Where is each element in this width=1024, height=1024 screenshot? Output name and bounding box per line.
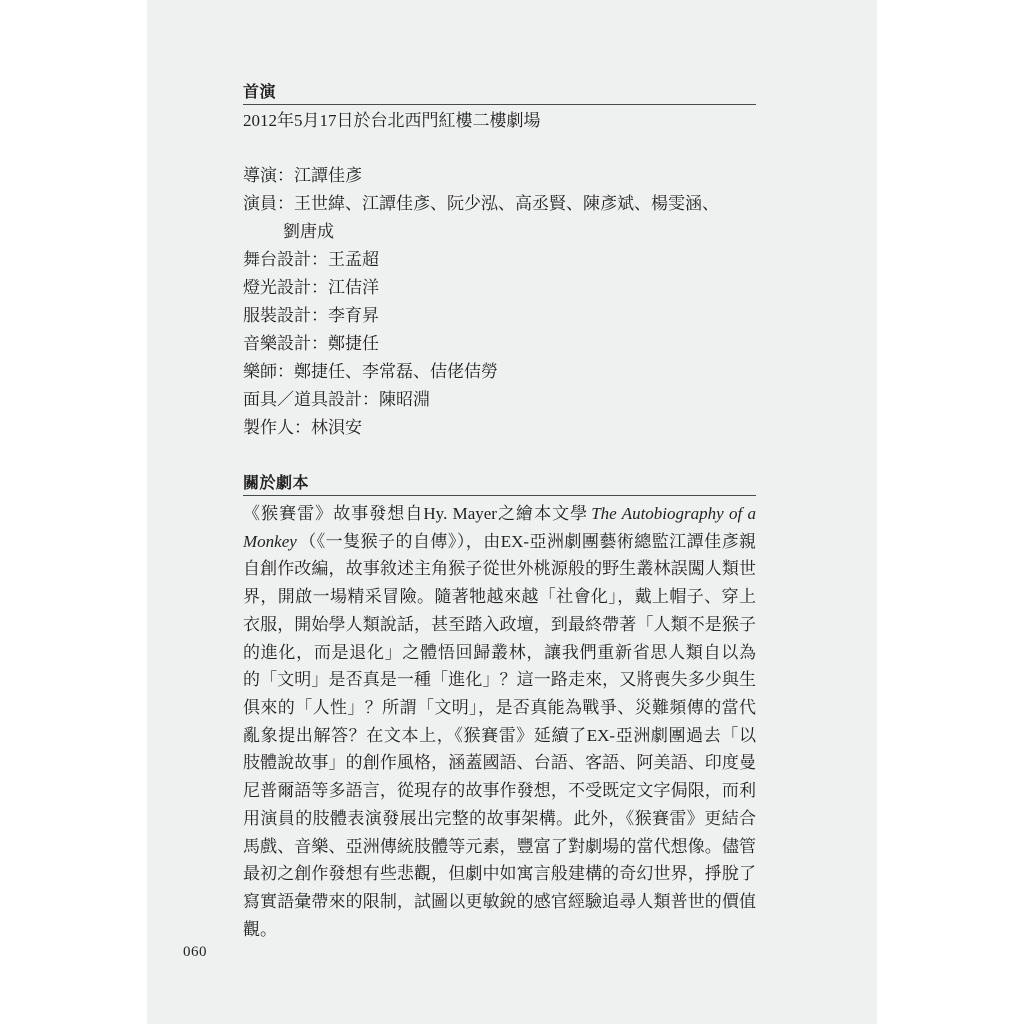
credit-line xyxy=(243,386,756,414)
credit-name: 鄭捷任 xyxy=(328,334,379,353)
credit-line xyxy=(243,414,756,442)
text-run: 尼普爾語等多語言，從現存的故事作發想，不受既定文字侷限，而利 xyxy=(243,781,756,801)
credit-entry xyxy=(243,302,756,330)
paragraph-line xyxy=(243,528,756,556)
credit-name: 王世緯、江譚佳彥、阮少泓、高丞賢、陳彥斌、楊雯涵、 xyxy=(294,194,719,213)
credit-role: 製作人： xyxy=(243,418,311,437)
paragraph-line xyxy=(243,500,756,528)
text-run: 馬戲、音樂、亞洲傳統肢體等元素，豐富了對劇場的當代想像。儘管 xyxy=(243,836,756,856)
premiere-heading: 首演 xyxy=(243,82,277,101)
paragraph-line xyxy=(243,583,756,611)
paragraph-line xyxy=(243,749,756,777)
paragraph-line xyxy=(243,805,756,833)
credit-continuation-line xyxy=(243,218,756,246)
credit-entry xyxy=(243,414,756,442)
credit-role: 舞台設計： xyxy=(243,250,328,269)
credit-line xyxy=(243,274,756,302)
credit-role: 導演： xyxy=(243,166,294,185)
page-number: 060 xyxy=(183,944,207,960)
credit-name: 江佶洋 xyxy=(328,278,379,297)
book-title-text: Monkey xyxy=(243,531,297,551)
credit-entry xyxy=(243,190,756,246)
credit-name: 陳昭淵 xyxy=(379,390,430,409)
credit-entry xyxy=(243,386,756,414)
text-run: 用演員的肢體表演發展出完整的故事架構。此外，《猴賽雷》更結合 xyxy=(243,808,756,828)
premiere-date-venue: 2012年5月17日於台北西門紅樓二樓劇場 xyxy=(243,111,541,130)
premiere-heading-rule xyxy=(243,104,756,105)
paragraph-line xyxy=(243,916,756,944)
credits-list xyxy=(243,162,756,442)
credit-line xyxy=(243,190,756,218)
credit-name: 林浿安 xyxy=(311,418,362,437)
text-run: 的進化，而是退化」之體悟回歸叢林，讓我們重新省思人類自以為 xyxy=(243,642,756,662)
text-run: 觀。 xyxy=(243,919,277,939)
credit-line xyxy=(243,246,756,274)
credit-role: 燈光設計： xyxy=(243,278,328,297)
credit-name: 江譚佳彥 xyxy=(294,166,362,185)
credit-role: 樂師： xyxy=(243,362,294,381)
credit-entry xyxy=(243,162,756,190)
paragraph-line xyxy=(243,833,756,861)
credit-role: 面具／道具設計： xyxy=(243,390,379,409)
credit-entry xyxy=(243,274,756,302)
paragraph-line xyxy=(243,777,756,805)
text-run: 肢體說故事」的創作風格，涵蓋國語、台語、客語、阿美語、印度曼 xyxy=(243,753,756,773)
text-run: 的「文明」是否真是一種「進化」？這一路走來，又將喪失多少與生 xyxy=(243,670,756,690)
text-run: 《猴賽雷》故事發想自Hy. Mayer之繪本文學 xyxy=(243,504,589,523)
text-run: （《一隻猴子的自傳》），由EX-亞洲劇團藝術總監江譚佳彥親 xyxy=(298,531,756,551)
text-run: 寫實語彙帶來的限制，試圖以更敏銳的感官經驗追尋人類普世的價值 xyxy=(243,892,756,912)
text-run: 衣服，開始學人類說話，甚至踏入政壇，到最終帶著「人類不是猴子 xyxy=(243,614,756,634)
paragraph-line xyxy=(243,639,756,667)
credit-role: 演員： xyxy=(243,194,294,213)
paragraph-line xyxy=(243,722,756,750)
paragraph-line xyxy=(243,888,756,916)
credit-entry xyxy=(243,358,756,386)
book-title-text: The Autobiography of a xyxy=(591,504,756,523)
credit-line xyxy=(243,330,756,358)
credit-entry xyxy=(243,330,756,358)
text-run: 界，開啟一場精采冒險。隨著牠越來越「社會化」，戴上帽子、穿上 xyxy=(243,587,756,607)
text-run: 亂象提出解答？在文本上，《猴賽雷》延續了EX-亞洲劇團過去「以 xyxy=(243,725,756,745)
credit-name: 王孟超 xyxy=(328,250,379,269)
about-script-paragraph xyxy=(243,500,756,944)
credit-name: 劉唐成 xyxy=(283,222,334,241)
credit-entry xyxy=(243,246,756,274)
text-run: 俱來的「人性」？所謂「文明」，是否真能為戰爭、災難頻傳的當代 xyxy=(243,698,756,718)
about-script-heading: 關於劇本 xyxy=(243,473,310,492)
about-script-heading-rule xyxy=(243,495,756,496)
credit-line xyxy=(243,302,756,330)
paragraph-line xyxy=(243,694,756,722)
text-run: 自創作改編，故事敘述主角猴子從世外桃源般的野生叢林誤闖人類世 xyxy=(243,559,756,579)
credit-role: 服裝設計： xyxy=(243,306,328,325)
text-run: 最初之創作發想有些悲觀，但劇中如寓言般建構的奇幻世界，掙脫了 xyxy=(243,864,756,884)
paragraph-line xyxy=(243,611,756,639)
credit-name: 李育昇 xyxy=(328,306,379,325)
credit-name: 鄭捷任、李常磊、佶佬佶勞 xyxy=(294,362,498,381)
credit-line xyxy=(243,358,756,386)
paragraph-line xyxy=(243,555,756,583)
credit-line xyxy=(243,162,756,190)
paragraph-line xyxy=(243,666,756,694)
credit-role: 音樂設計： xyxy=(243,334,328,353)
paragraph-line xyxy=(243,860,756,888)
